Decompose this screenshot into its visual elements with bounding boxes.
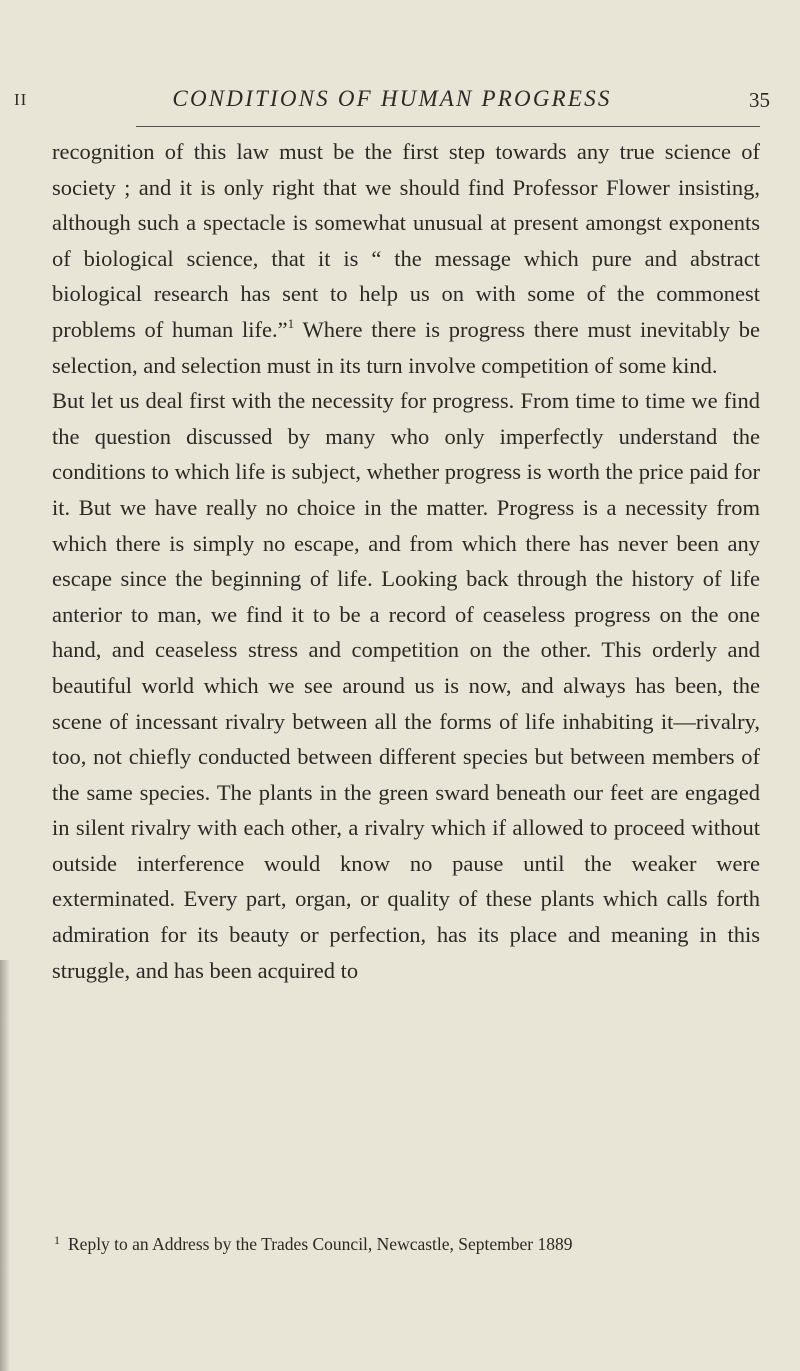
footnote-marker: 1	[54, 1233, 60, 1247]
paragraph-1-part-b: Where there is progress there must inevitably be selection, and selection must in its turn involve competition of some kind.	[52, 316, 761, 378]
binding-gutter-shadow	[0, 960, 10, 1371]
paragraph-2: But let us deal first with the necessity for progress. From time to time we find the question discussed by many who only imperfectly understand the conditions to which life is subject, whether progress is worth the price paid for it. But we have really no choice in the matter. Progress is a necessity from which there is simply no escape, and from which there has never been any escape since the beginning of life. Looking back through the history of life anterior to man, we find it to be a record of ceaseless progress on the one hand, and ceaseless stress and competition on the other. This orderly and beautiful world which we see around us is now, and always has been, the scene of incessant rivalry between all the forms of life inhabiting it—rivalry, too, not chiefly conducted between different species but between members of the same species. The plants in the green sward beneath our feet are engaged in silent rivalry with each other, a rivalry which if allowed to proceed without outside interference would know no pause until the weaker were exterminated. Every part, organ, or quality of these plants which calls forth admiration for its beauty or perfection, has its place and meaning in this struggle, and has been acquired to	[52, 388, 760, 983]
header-rule	[136, 126, 760, 127]
paragraph-1-part-a: recognition of this law must be the first step towards any true science of society ; and it is only right that we should find Professor Flower insisting, although such a spectacle is somewhat unusual at present amongst exponents of biological science, that it is “ the message which pure and abstract biological research has sent to help us on with some of the commonest problems of human life.”	[52, 139, 760, 342]
paragraph-1	[52, 134, 760, 383]
page-number: 35	[749, 88, 770, 112]
footnote-text: Reply to an Address by the Trades Council, Newcastle, September 1889	[68, 1234, 573, 1254]
footnote-reference: 1	[287, 315, 295, 331]
footnote	[54, 1228, 766, 1256]
chapter-number: II	[14, 90, 28, 109]
body-text	[52, 134, 760, 988]
running-head	[14, 86, 770, 120]
running-title: CONDITIONS OF HUMAN PROGRESS	[172, 86, 612, 111]
